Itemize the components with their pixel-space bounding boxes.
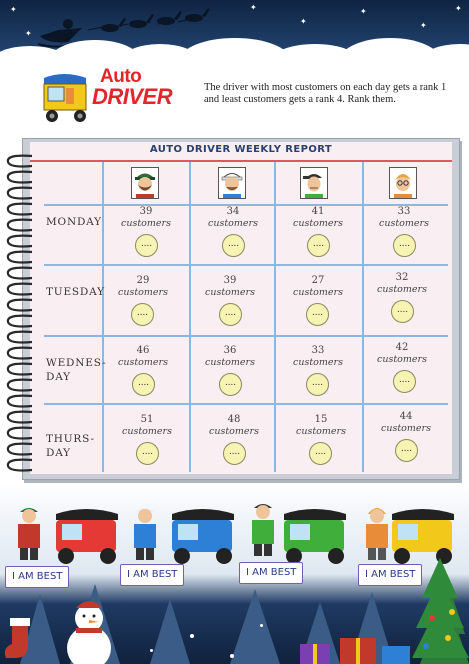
customer-count: 42 bbox=[395, 342, 409, 353]
i-am-best-badge: I AM BEST bbox=[239, 562, 303, 584]
day-label-thursday bbox=[46, 432, 95, 460]
star-icon: ✦ bbox=[250, 3, 257, 12]
customer-count-cell bbox=[362, 342, 442, 365]
rank-answer-circle[interactable]: .... bbox=[223, 442, 246, 465]
auto-driver-logo bbox=[38, 66, 173, 126]
star-icon: ✦ bbox=[420, 21, 427, 30]
day-label-line: THURS- bbox=[46, 433, 95, 445]
customer-count-cell bbox=[366, 411, 446, 434]
grid-line bbox=[44, 403, 448, 405]
driver-avatar-2 bbox=[218, 167, 246, 199]
bottom-winter-scene bbox=[0, 484, 469, 664]
rank-answer-circle[interactable]: .... bbox=[309, 442, 332, 465]
rank-answer-circle[interactable]: .... bbox=[395, 439, 418, 462]
rank-answer-circle[interactable]: .... bbox=[306, 303, 329, 326]
driver-avatar-1 bbox=[131, 167, 159, 199]
report-title: AUTO DRIVER WEEKLY REPORT bbox=[149, 144, 333, 155]
customer-count: 46 bbox=[136, 345, 150, 356]
instruction-text: The driver with most customers on each day gets a rank 1 and least customers gets a rank 4. Rank them. bbox=[204, 82, 447, 105]
rank-answer-circle[interactable]: .... bbox=[307, 234, 330, 257]
star-icon: ✦ bbox=[10, 5, 17, 14]
star-icon: ✦ bbox=[455, 4, 462, 13]
unit-label: customers bbox=[122, 426, 172, 437]
star-icon: ✦ bbox=[25, 29, 32, 38]
i-am-best-badge: I AM BEST bbox=[358, 564, 422, 586]
customer-count-cell bbox=[364, 206, 444, 229]
customer-count: 32 bbox=[395, 272, 409, 283]
star-icon: ✦ bbox=[300, 17, 307, 26]
unit-label: customers bbox=[209, 426, 259, 437]
red-auto-rickshaw-icon bbox=[52, 504, 122, 566]
customer-count-cell bbox=[103, 275, 183, 298]
grid-line bbox=[274, 162, 276, 472]
rank-answer-circle[interactable]: .... bbox=[132, 373, 155, 396]
customer-count: 36 bbox=[223, 345, 237, 356]
customer-count: 33 bbox=[311, 345, 325, 356]
driver-blond-glasses-icon bbox=[390, 168, 416, 198]
rank-answer-circle[interactable]: .... bbox=[135, 234, 158, 257]
customer-count: 34 bbox=[226, 206, 240, 217]
customer-count: 15 bbox=[314, 414, 328, 425]
spiral-binding-icon bbox=[2, 150, 36, 480]
unit-label: customers bbox=[118, 357, 168, 368]
customer-count: 41 bbox=[311, 206, 325, 217]
unit-label: customers bbox=[379, 218, 429, 229]
grid-line bbox=[102, 162, 104, 472]
green-auto-rickshaw-icon bbox=[280, 504, 350, 566]
day-label-tuesday: TUESDAY bbox=[46, 286, 105, 298]
rank-answer-circle[interactable]: .... bbox=[219, 303, 242, 326]
customer-count: 29 bbox=[136, 275, 150, 286]
customer-count: 27 bbox=[311, 275, 325, 286]
customer-count-cell bbox=[278, 345, 358, 368]
grid-line bbox=[44, 264, 448, 266]
customer-count-cell bbox=[281, 414, 361, 437]
christmas-stocking-icon bbox=[2, 618, 42, 662]
auto-rickshaw-logo-icon bbox=[38, 70, 90, 126]
customer-count: 51 bbox=[140, 414, 154, 425]
day-label-line: DAY bbox=[46, 447, 71, 459]
grid-line bbox=[189, 162, 191, 472]
rank-answer-circle[interactable]: .... bbox=[391, 300, 414, 323]
customer-count-cell bbox=[190, 275, 270, 298]
logo-text-auto: Auto bbox=[100, 66, 142, 87]
rank-answer-circle[interactable]: .... bbox=[306, 373, 329, 396]
customer-count: 44 bbox=[399, 411, 413, 422]
yellow-auto-rickshaw-icon bbox=[388, 504, 458, 566]
rank-answer-circle[interactable]: .... bbox=[393, 234, 416, 257]
rank-answer-circle[interactable]: .... bbox=[131, 303, 154, 326]
day-label-wednesday bbox=[46, 356, 106, 384]
unit-label: customers bbox=[377, 354, 427, 365]
driver-figure-4-icon bbox=[360, 504, 394, 560]
rank-answer-circle[interactable]: .... bbox=[393, 370, 416, 393]
unit-label: customers bbox=[293, 218, 343, 229]
rank-answer-circle[interactable]: .... bbox=[136, 442, 159, 465]
i-am-best-badge: I AM BEST bbox=[5, 566, 69, 588]
driver-backwards-cap-icon bbox=[301, 168, 327, 198]
unit-label: customers bbox=[296, 426, 346, 437]
driver-figure-3-icon bbox=[246, 500, 280, 556]
customer-count-cell bbox=[278, 275, 358, 298]
customer-count-cell bbox=[103, 345, 183, 368]
customer-count-cell bbox=[362, 272, 442, 295]
customer-count-cell bbox=[190, 345, 270, 368]
unit-label: customers bbox=[293, 357, 343, 368]
unit-label: customers bbox=[381, 423, 431, 434]
day-label-line: DAY bbox=[46, 371, 71, 383]
customer-count-cell bbox=[194, 414, 274, 437]
driver-cap-icon bbox=[219, 168, 245, 198]
customer-count: 39 bbox=[223, 275, 237, 286]
customer-count: 48 bbox=[227, 414, 241, 425]
customer-count: 33 bbox=[397, 206, 411, 217]
driver-beard-cap-icon bbox=[132, 168, 158, 198]
customer-count: 39 bbox=[139, 206, 153, 217]
unit-label: customers bbox=[377, 284, 427, 295]
driver-avatar-3 bbox=[300, 167, 328, 199]
christmas-tree-icon bbox=[412, 558, 469, 664]
unit-label: customers bbox=[208, 218, 258, 229]
customer-count-cell bbox=[278, 206, 358, 229]
title-underline bbox=[30, 160, 452, 162]
day-label-line: WEDNES- bbox=[46, 357, 107, 369]
rank-answer-circle[interactable]: .... bbox=[219, 373, 242, 396]
gift-boxes-icon bbox=[300, 632, 410, 664]
driver-figure-1-icon bbox=[12, 504, 46, 560]
blue-auto-rickshaw-icon bbox=[168, 504, 238, 566]
customer-count-cell bbox=[193, 206, 273, 229]
unit-label: customers bbox=[205, 287, 255, 298]
i-am-best-badge: I AM BEST bbox=[120, 564, 184, 586]
unit-label: customers bbox=[293, 287, 343, 298]
unit-label: customers bbox=[118, 287, 168, 298]
night-sky-banner bbox=[0, 0, 469, 64]
rank-answer-circle[interactable]: .... bbox=[222, 234, 245, 257]
snowman-icon bbox=[54, 596, 124, 664]
logo-text-driver: DRIVER bbox=[92, 84, 173, 109]
customer-count-cell bbox=[106, 206, 186, 229]
star-icon: ✦ bbox=[360, 7, 367, 16]
customer-count-cell bbox=[107, 414, 187, 437]
unit-label: customers bbox=[205, 357, 255, 368]
grid-line bbox=[44, 335, 448, 337]
day-label-monday: MONDAY bbox=[46, 216, 102, 228]
driver-avatar-4 bbox=[389, 167, 417, 199]
unit-label: customers bbox=[121, 218, 171, 229]
driver-figure-2-icon bbox=[128, 504, 162, 560]
